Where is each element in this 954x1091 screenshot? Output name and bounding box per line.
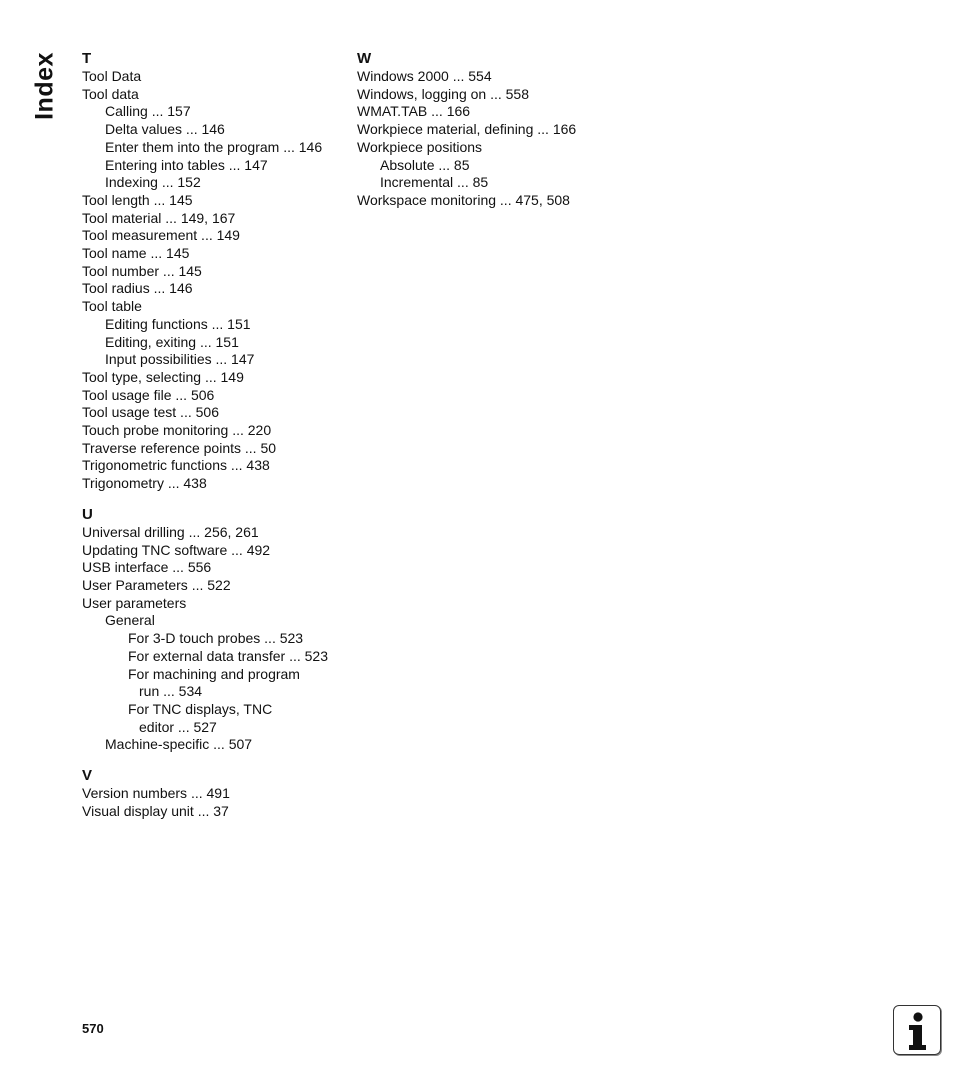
index-entry: WMAT.TAB ... 166 bbox=[357, 103, 471, 120]
side-title bbox=[30, 48, 60, 124]
index-subentry: Absolute ... 85 bbox=[380, 156, 470, 173]
index-subentry: For external data transfer ... 523 bbox=[128, 647, 328, 664]
index-subentry: Incremental ... 85 bbox=[380, 174, 489, 191]
index-subentry: Entering into tables ... 147 bbox=[105, 156, 268, 173]
info-icon bbox=[893, 1005, 941, 1055]
index-entry: Updating TNC software ... 492 bbox=[82, 541, 271, 558]
index-entry: USB interface ... 556 bbox=[82, 559, 212, 576]
index-entry: Tool name ... 145 bbox=[82, 245, 190, 262]
index-entry: Visual display unit ... 37 bbox=[82, 802, 229, 819]
section-letter: W bbox=[357, 50, 372, 67]
index-entry: Tool type, selecting ... 149 bbox=[82, 368, 244, 385]
index-entry: Tool table bbox=[82, 298, 142, 315]
index-entry: User parameters bbox=[82, 594, 187, 611]
index-entry: Tool measurement ... 149 bbox=[82, 227, 240, 244]
index-entry: Workpiece material, defining ... 166 bbox=[357, 121, 577, 138]
index-entry-wrap bbox=[82, 683, 352, 701]
index-subentry: For machining and program bbox=[128, 665, 300, 682]
index-subentry: Input possibilities ... 147 bbox=[105, 351, 255, 368]
index-entry: Windows 2000 ... 554 bbox=[357, 68, 492, 84]
index-subentry: Delta values ... 146 bbox=[105, 121, 225, 138]
index-entry: Tool data bbox=[82, 85, 139, 102]
index-subentry: For TNC displays, TNC bbox=[128, 700, 273, 717]
index-section-t bbox=[82, 50, 352, 493]
side-title-text: Index bbox=[30, 52, 59, 120]
index-entry: Version numbers ... 491 bbox=[82, 785, 230, 802]
index-subentry: Calling ... 157 bbox=[105, 103, 191, 120]
info-glyph bbox=[894, 1006, 940, 1054]
index-entry-continuation: run ... 534 bbox=[139, 683, 203, 700]
index-entry: Windows, logging on ... 558 bbox=[357, 85, 529, 102]
index-entry: Tool usage test ... 506 bbox=[82, 404, 219, 421]
index-entry: Tool Data bbox=[82, 68, 142, 84]
index-subentry: Machine-specific ... 507 bbox=[105, 736, 253, 753]
index-subentry: Editing, exiting ... 151 bbox=[105, 333, 239, 350]
index-subentry: General bbox=[105, 612, 155, 629]
index-entry-continuation: editor ... 527 bbox=[139, 718, 217, 735]
index-entry: Workpiece positions bbox=[357, 138, 483, 155]
index-entry: Universal drilling ... 256, 261 bbox=[82, 523, 259, 540]
index-entry: Tool length ... 145 bbox=[82, 191, 193, 208]
index-subentry: Enter them into the program ... 146 bbox=[105, 138, 323, 155]
index-section-w bbox=[357, 50, 627, 210]
index-entry: Trigonometry ... 438 bbox=[82, 475, 207, 492]
page-number: 570 bbox=[82, 1021, 104, 1036]
index-entry: Tool material ... 149, 167 bbox=[82, 209, 236, 226]
index-entry: User Parameters ... 522 bbox=[82, 576, 231, 593]
index-entry: Tool usage file ... 506 bbox=[82, 386, 215, 403]
index-entry: Tool radius ... 146 bbox=[82, 280, 193, 297]
section-letter: T bbox=[82, 50, 92, 67]
index-entry: Workspace monitoring ... 475, 508 bbox=[357, 191, 570, 208]
index-column-right bbox=[357, 50, 627, 223]
index-subentry: Editing functions ... 151 bbox=[105, 315, 251, 332]
section-letter: U bbox=[82, 505, 93, 523]
index-entry: Traverse reference points ... 50 bbox=[82, 439, 277, 456]
index-entry-wrap bbox=[82, 719, 352, 737]
index-column-left bbox=[82, 50, 352, 833]
index-subentry: For 3-D touch probes ... 523 bbox=[128, 630, 304, 647]
index-section-u bbox=[82, 506, 352, 754]
index-entry: Trigonometric functions ... 438 bbox=[82, 457, 270, 474]
index-entry: Tool number ... 145 bbox=[82, 262, 202, 279]
index-subentry: Indexing ... 152 bbox=[105, 174, 201, 191]
section-letter: V bbox=[82, 767, 93, 785]
index-entry: Touch probe monitoring ... 220 bbox=[82, 422, 272, 439]
index-section-v bbox=[82, 767, 352, 820]
